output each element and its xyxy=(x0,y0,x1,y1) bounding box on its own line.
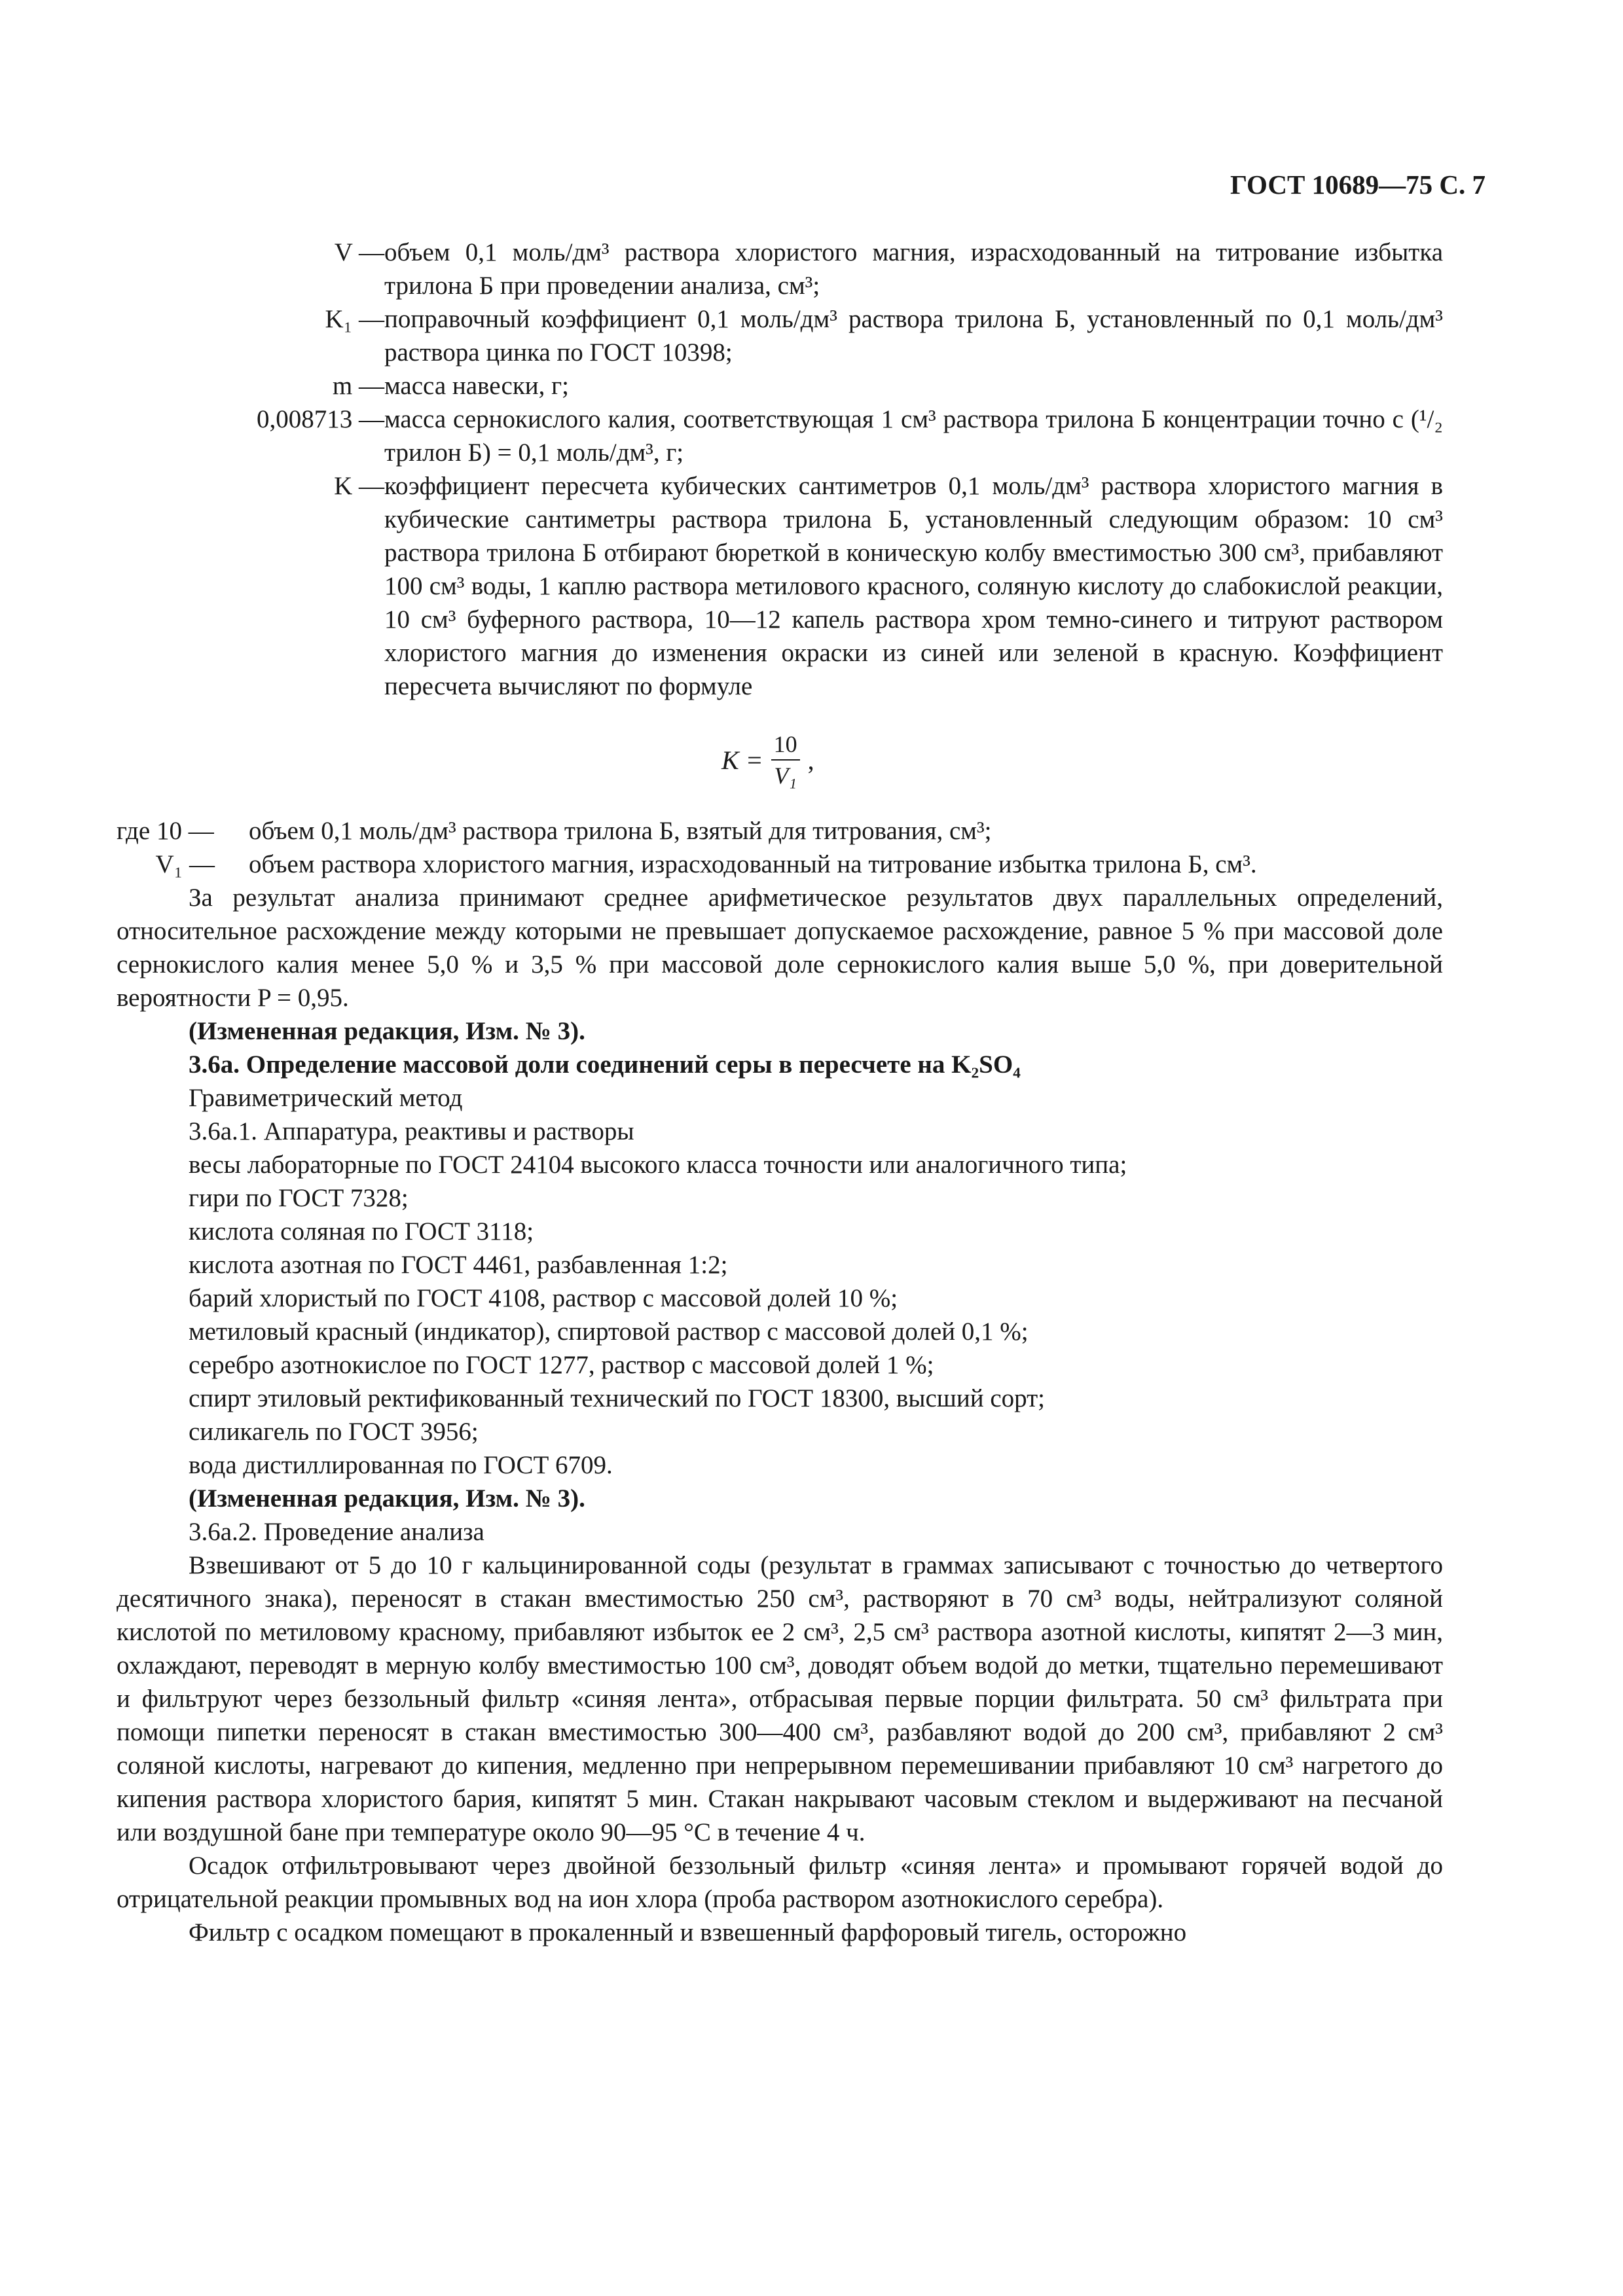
definition-symbol: K — xyxy=(334,472,384,500)
definition-item xyxy=(117,369,1443,403)
definition-item xyxy=(117,814,1443,848)
method-name: Гравиметрический метод xyxy=(189,1084,463,1112)
definition-symbol: K₁ — xyxy=(325,305,384,333)
list-item: барий хлористый по ГОСТ 4108, раствор с массовой долей 10 %; xyxy=(189,1284,898,1312)
list-item: весы лабораторные по ГОСТ 24104 высокого класса точности или аналогичного типа; xyxy=(189,1151,1127,1179)
definition-item xyxy=(117,848,1443,881)
definition-symbol: m — xyxy=(332,372,384,400)
definition-text: объем 0,1 моль/дм³ раствора хлористого магния, израсходованный на титрование избытка трилона Б при проведении анализа, см³; xyxy=(384,238,1443,300)
definition-item xyxy=(117,469,1443,703)
list-item: спирт этиловый ректификованный технический по ГОСТ 18300, высший сорт; xyxy=(189,1384,1046,1412)
reagents-list xyxy=(117,1148,1443,1482)
section-heading: 3.6а. Определение массовой доли соединений серы в пересчете на K₂SO₄ xyxy=(189,1050,1021,1079)
formula-block xyxy=(117,716,1443,814)
list-item: кислота соляная по ГОСТ 3118; xyxy=(189,1217,534,1246)
running-title: ГОСТ 10689—75 С. 7 xyxy=(1230,170,1486,200)
subsection-heading: 3.6а.2. Проведение анализа xyxy=(189,1518,484,1546)
document-body xyxy=(117,236,1443,1949)
list-item: гири по ГОСТ 7328; xyxy=(189,1184,409,1212)
definition-text: объем раствора хлористого магния, израсходованный на титрование избытка трилона Б, см³. xyxy=(249,850,1257,878)
definition-item xyxy=(117,236,1443,302)
definition-symbol: где 10 — xyxy=(117,817,214,845)
definition-text: масса навески, г; xyxy=(384,372,569,400)
definition-text: масса сернокислого калия, соответствующая 1 см³ раствора трилона Б концентрации точно c (¹/₂ трилон Б) = 0,1 моль/дм³, г; xyxy=(384,405,1443,467)
list-item: силикагель по ГОСТ 3956; xyxy=(189,1418,479,1446)
result-paragraph: За результат анализа принимают среднее арифметическое результатов двух параллельных определений, относительное расхождение между которыми не превышает допускаемое расхождение, равное 5 % при массовой доле сернокислого калия менее 5,0 % и 3,5 % при массовой доле сернокислого калия выше 5,0 %, при доверительной вероятности P = 0,95. xyxy=(117,884,1443,1012)
definition-text: поправочный коэффициент 0,1 моль/дм³ раствора трилона Б, установленный по 0,1 моль/дм³ раствора цинка по ГОСТ 10398; xyxy=(384,305,1443,367)
where-definitions xyxy=(117,814,1443,881)
definition-item xyxy=(117,302,1443,369)
formula-denominator: V₁ xyxy=(774,762,797,789)
subsection-heading: 3.6а.1. Аппаратура, реактивы и растворы xyxy=(189,1117,634,1145)
definition-symbol: V₁ — xyxy=(155,850,215,878)
definition-text: коэффициент пересчета кубических сантиметров 0,1 моль/дм³ раствора хлористого магния в кубические сантиметры раствора трилона Б, установленный следующим образом: 10 см³ раствора трилона Б отбирают бюреткой в коническую колбу вместимостью 300 см³, прибавляют 100 см³ воды, 1 каплю раствора метилового красного, соляную кислоту до слабокислой реакции, 10 см³ буферного раствора, 10—12 капель раствора хром темно-синего и титруют раствором хлористого магния до изменения окраски из синей или зеленой в красную. Коэффициент пересчета вычисляют по формуле xyxy=(384,472,1443,700)
definition-item xyxy=(117,403,1443,469)
filter-paragraph: Осадок отфильтровывают через двойной беззольный фильтр «синяя лента» и промывают горячей водой до отрицательной реакции промывных вод на ион хлора (проба раствором азотнокислого серебра). xyxy=(117,1852,1443,1913)
procedure-paragraph: Взвешивают от 5 до 10 г кальцинированной соды (результат в граммах записывают с точностью до четвертого десятичного знака), переносят в стакан вместимостью 250 см³, растворяют в 70 см³ воды, нейтрализуют соляной кислотой по метиловому красному, прибавляют избыток ее 2 см³, 2,5 см³ раствора азотной кислоты, кипятят 2—3 мин, охлаждают, переводят в мерную колбу вместимостью 100 см³, доводят объем водой до метки, тщательно перемешивают и фильтруют через беззольный фильтр «синяя лента», отбрасывая первые порции фильтрата. 50 см³ фильтрата при помощи пипетки переносят в стакан вместимостью 300—400 см³, разбавляют водой до 200 см³, прибавляют 2 см³ соляной кислоты, нагревают до кипения, медленно при непрерывном перемешивании прибавляют 10 см³ нагретого до кипения раствора хлористого бария, кипятят 5 мин. Стакан накрывают часовым стеклом и выдерживают на песчаной или воздушной бане при температуре около 90—95 °С в течение 4 ч. xyxy=(117,1551,1443,1846)
definition-symbol: V — xyxy=(334,238,384,266)
list-item: вода дистиллированная по ГОСТ 6709. xyxy=(189,1451,613,1479)
last-paragraph: Фильтр с осадком помещают в прокаленный и взвешенный фарфоровый тигель, осторожно xyxy=(189,1918,1187,1946)
definition-text: объем 0,1 моль/дм³ раствора трилона Б, взятый для титрования, см³; xyxy=(249,817,992,845)
formula-numerator: 10 xyxy=(771,729,800,761)
list-item: метиловый красный (индикатор), спиртовой раствор с массовой долей 0,1 %; xyxy=(189,1318,1029,1346)
formula-trail: , xyxy=(807,745,814,775)
formula-fraction xyxy=(771,729,800,791)
formula xyxy=(721,729,814,791)
amendment-note: (Измененная редакция, Изм. № 3). xyxy=(189,1017,585,1045)
formula-lhs: K = xyxy=(721,745,763,775)
amendment-note: (Измененная редакция, Изм. № 3). xyxy=(189,1484,585,1513)
definition-symbol: 0,008713 — xyxy=(257,405,384,433)
definitions-list xyxy=(117,236,1443,703)
list-item: серебро азотнокислое по ГОСТ 1277, раствор с массовой долей 1 %; xyxy=(189,1351,934,1379)
list-item: кислота азотная по ГОСТ 4461, разбавленная 1:2; xyxy=(189,1251,728,1279)
